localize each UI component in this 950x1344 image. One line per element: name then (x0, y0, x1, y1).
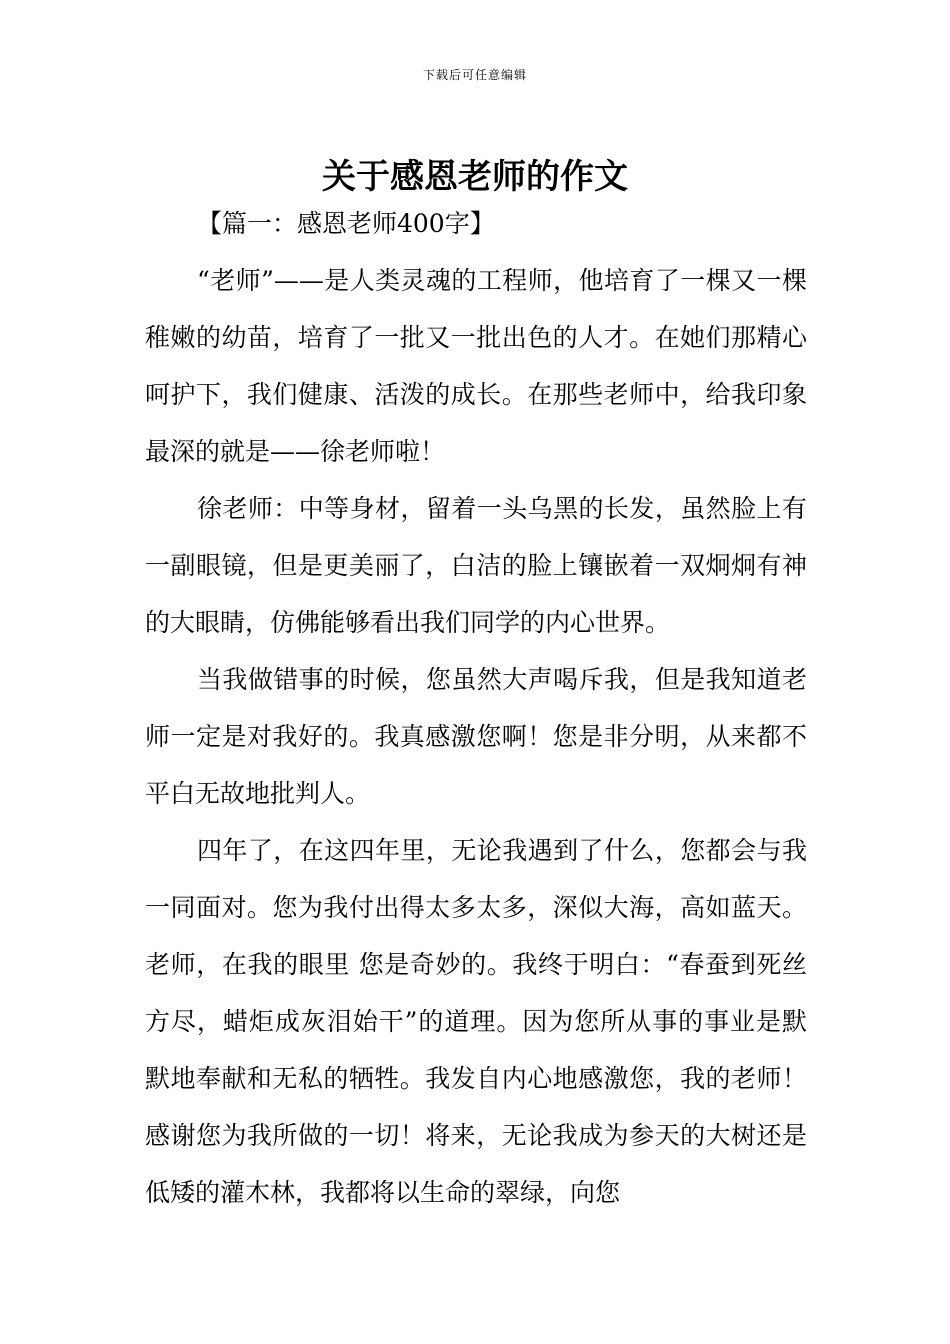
paragraph-2: 徐老师：中等身材，留着一头乌黑的长发，虽然脸上有一副眼镜，但是更美丽了，白洁的脸上镶嵌着一双炯炯有神的大眼睛，仿佛能够看出我们同学的内心世界。 (145, 494, 807, 637)
paragraph-3: 当我做错事的时候，您虽然大声喝斥我，但是我知道老师一定是对我好的。我真感激您啊！您是非分明，从来都不平白无故地批判人。 (145, 665, 807, 808)
paragraph-4: 四年了，在这四年里，无论我遇到了什么，您都会与我一同面对。您为我付出得太多太多，深似大海，高如蓝天。老师，在我的眼里 您是奇妙的。我终于明白：“春蚕到死丝方尽，蜡炬成灰泪始干”的道理。因为您所从事的事业是默默地奉献和无私的牺牲。我发自内心地感激您，我的老师！感谢您为我所做的一切！将来，无论我成为参天的大树还是低矮的灌木林，我都将以生命的翠绿，向您 (145, 836, 807, 1207)
essay-body (145, 195, 807, 1221)
document-title: 关于感恩老师的作文 (322, 156, 628, 197)
section-heading: 【篇一：感恩老师400字】 (197, 209, 495, 238)
header-note: 下载后可任意编辑 (422, 68, 527, 82)
paragraph-1: “老师”——是人类灵魂的工程师，他培育了一棵又一棵稚嫩的幼苗，培育了一批又一批出色的人才。在她们那精心呵护下，我们健康、活泼的成长。在那些老师中，给我印象最深的就是——徐老师啦！ (145, 266, 807, 466)
